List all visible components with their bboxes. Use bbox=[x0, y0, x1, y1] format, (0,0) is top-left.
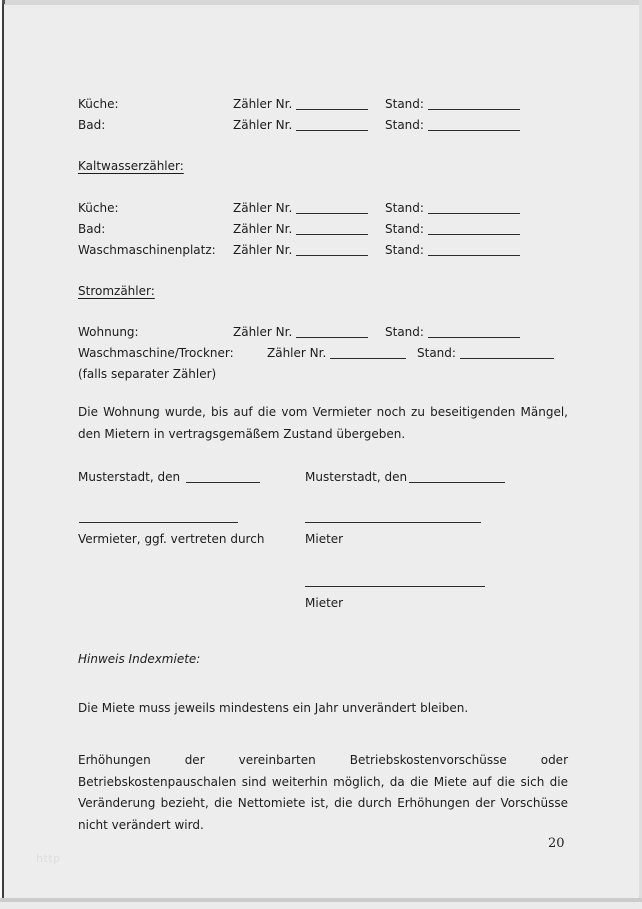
meter-number-label: Zähler Nr. bbox=[233, 325, 293, 339]
meter-row bbox=[78, 243, 568, 264]
row-label: Wohnung: bbox=[78, 325, 139, 339]
index-note-heading: Hinweis Indexmiete: bbox=[78, 652, 201, 666]
meter-number-line bbox=[296, 201, 368, 214]
meter-row bbox=[78, 346, 568, 367]
stand-line bbox=[428, 97, 520, 110]
page-edge-left bbox=[2, 3, 4, 902]
tenant-signature-line-1 bbox=[305, 522, 481, 523]
meter-number-label: Zähler Nr. bbox=[233, 118, 293, 132]
date-row bbox=[78, 470, 568, 491]
meter-number-label: Zähler Nr. bbox=[233, 201, 293, 215]
meter-number-label: Zähler Nr. bbox=[233, 243, 293, 257]
row-label: Bad: bbox=[78, 118, 106, 132]
page-edge-bottom-margin bbox=[0, 902, 642, 909]
stand-label: Stand: bbox=[385, 222, 424, 236]
stand-line bbox=[428, 118, 520, 131]
row-label: Küche: bbox=[78, 201, 119, 215]
meter-row bbox=[78, 325, 568, 346]
stand-label: Stand: bbox=[385, 201, 424, 215]
watermark-text: http bbox=[36, 852, 61, 865]
index-note-paragraph: Erhöhungen der vereinbarten Betriebskostenvorschüsse oder Betriebskostenpauschalen sind weiterhin möglich, da die Miete auf die sich die Veränderung bezieht, die Nettomiete ist, die durch Erhöhungen der Vorschüsse nicht verändert wird. bbox=[78, 753, 568, 832]
stand-label: Stand: bbox=[417, 346, 456, 360]
handover-paragraph: Die Wohnung wurde, bis auf die vom Vermieter noch zu beseitigenden Mängel, den Mietern in vertragsgemäßem Zustand übergeben. bbox=[78, 405, 568, 441]
date-right-line bbox=[409, 470, 505, 483]
stand-label: Stand: bbox=[385, 118, 424, 132]
stand-label: Stand: bbox=[385, 325, 424, 339]
meter-row bbox=[78, 118, 568, 139]
page-edge-top bbox=[0, 0, 642, 5]
meter-row bbox=[78, 201, 568, 222]
date-right bbox=[305, 470, 505, 485]
tenant-signature-label-1: Mieter bbox=[305, 532, 344, 546]
tenant-signature-line-2 bbox=[305, 586, 485, 587]
meter-number-label: Zähler Nr. bbox=[233, 222, 293, 236]
stand-line bbox=[460, 346, 554, 359]
page-edge-corner bbox=[2, 0, 5, 4]
landlord-signature-label: Vermieter, ggf. vertreten durch bbox=[78, 532, 265, 546]
stand-line bbox=[428, 201, 520, 214]
meter-number-line bbox=[330, 346, 406, 359]
date-right-label: Musterstadt, den bbox=[305, 470, 408, 484]
row-label: Waschmaschinenplatz: bbox=[78, 243, 216, 257]
stand-line bbox=[428, 325, 520, 338]
date-left-line bbox=[186, 470, 260, 483]
section-heading-kaltwasserzaehler: Kaltwasserzähler: bbox=[78, 159, 184, 173]
section-heading-stromzaehler: Stromzähler: bbox=[78, 284, 155, 298]
index-note-rule: Die Miete muss jeweils mindestens ein Jahr unverändert bleiben. bbox=[78, 701, 469, 715]
row-label: Küche: bbox=[78, 97, 119, 111]
page-number: 20 bbox=[548, 836, 565, 851]
meter-row-note: (falls separater Zähler) bbox=[78, 367, 217, 381]
stand-label: Stand: bbox=[385, 243, 424, 257]
stand-line bbox=[428, 222, 520, 235]
meter-number-line bbox=[296, 325, 368, 338]
meter-number-label: Zähler Nr. bbox=[233, 97, 293, 111]
stand-line bbox=[428, 243, 520, 256]
meter-row bbox=[78, 222, 568, 243]
meter-number-line bbox=[296, 243, 368, 256]
row-label: Bad: bbox=[78, 222, 106, 236]
meter-row bbox=[78, 97, 568, 118]
meter-number-line bbox=[296, 97, 368, 110]
landlord-signature-line bbox=[79, 522, 238, 523]
stand-label: Stand: bbox=[385, 97, 424, 111]
meter-number-line bbox=[296, 118, 368, 131]
row-label: Waschmaschine/Trockner: bbox=[78, 346, 234, 360]
date-left-label: Musterstadt, den bbox=[78, 470, 181, 484]
meter-number-label: Zähler Nr. bbox=[267, 346, 327, 360]
meter-number-line bbox=[296, 222, 368, 235]
tenant-signature-label-2: Mieter bbox=[305, 596, 344, 610]
